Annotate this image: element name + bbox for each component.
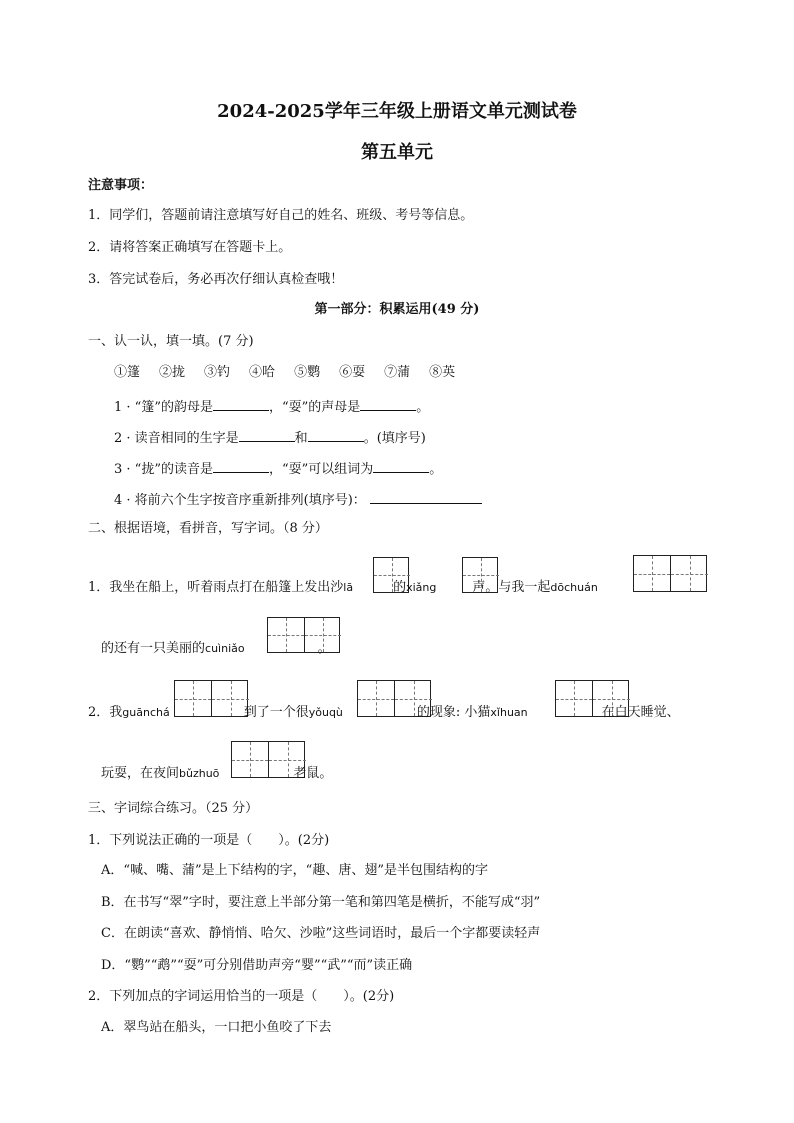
- notice-item-1: 1．同学们，答题前请注意填写好自己的姓名、班级、考号等信息。: [88, 208, 474, 223]
- q3-sub1-option-d: D．“鹦”“鹉”“耍”可分别借助声旁“婴”“武”“而”读正确: [101, 958, 413, 973]
- q1-char: ③钓: [204, 365, 231, 380]
- pinyin: cuìniǎo: [205, 642, 245, 655]
- answer-blank[interactable]: [370, 489, 482, 504]
- q1-char-list: [114, 364, 474, 382]
- answer-blank[interactable]: [360, 396, 416, 411]
- q1-char: ①篷: [114, 365, 141, 380]
- answer-blank[interactable]: [213, 396, 269, 411]
- q1-char: ②拢: [159, 365, 186, 380]
- q1-char: ⑤鹦: [294, 365, 321, 380]
- answer-blank[interactable]: [308, 427, 364, 442]
- q1-sub4: 4 · 将前六个生字按音序重新排列(填序号)：: [114, 489, 482, 510]
- q3-sub2: 2．下列加点的字词运用恰当的一项是（ ）。(2分): [88, 989, 395, 1004]
- q3-sub1-option-a: A．“喊、嘴、蒲”是上下结构的字，“趣、唐、翅”是半包围结构的字: [101, 863, 488, 878]
- q3-heading: 三、字词综合练习。（25 分）: [88, 801, 259, 816]
- pinyin: lā: [343, 581, 354, 594]
- answer-blank[interactable]: [239, 427, 295, 442]
- answer-blank[interactable]: [213, 458, 269, 473]
- q1-sub1: 1 · “篷”的韵母是 ，“耍”的声母是 。: [114, 396, 429, 417]
- pinyin: xiǎng: [406, 581, 437, 594]
- q2-sentence-1-cont: 的还有一只美丽的cuìniǎo 。: [101, 641, 331, 656]
- q1-heading: 一、认一认，填一填。(7 分): [88, 334, 254, 349]
- q2-sentence-2-cont: 玩耍，在夜间bǔzhuō 老鼠。: [101, 766, 333, 781]
- q1-char: ⑥耍: [339, 365, 366, 380]
- pinyin: yǒuqù: [308, 706, 343, 719]
- pinyin: xǐhuan: [490, 706, 528, 719]
- q3-sub1-option-c: C．在朗读“喜欢、静悄悄、哈欠、沙啦”这些词语时，最后一个字都要读轻声: [101, 926, 541, 941]
- q1-char: ⑧英: [429, 365, 456, 380]
- q1-sub3: 3 · “拢”的读音是 ，“耍”可以组词为 。: [114, 458, 442, 479]
- q3-sub1-option-b: B．在书写“翠”字时，要注意上半部分第一笔和第四笔是横折，不能写成“羽”: [101, 895, 541, 910]
- exam-title: 2024-2025学年三年级上册语文单元测试卷: [217, 101, 577, 122]
- q1-sub2: 2 · 读音相同的生字是 和 。(填序号): [114, 427, 426, 448]
- pinyin: guānchá: [122, 706, 170, 719]
- pinyin: bǔzhuō: [179, 767, 220, 780]
- notice-item-2: 2．请将答案正确填写在答题卡上。: [88, 240, 292, 255]
- q2-sentence-2: 2．我guānchá 到了一个很yǒuqù 的现象: 小猫xǐhuan 在白天睡觉、: [88, 705, 680, 720]
- pinyin: dōchuán: [550, 581, 598, 594]
- q3-sub2-option-a: A．翠鸟站在船头，一口把小鱼咬了下去: [101, 1020, 332, 1035]
- answer-blank[interactable]: [373, 458, 429, 473]
- part1-heading: 第一部分：积累运用(49 分): [314, 302, 480, 317]
- notice-item-3: 3．答完试卷后，务必再次仔细认真检查哦！: [88, 272, 344, 287]
- q2-sentence-1: 1．我坐在船上，听着雨点打在船篷上发出沙lā 的xiǎng 声。与我一起dōchuán: [88, 580, 598, 595]
- q2-heading: 二、根据语境，看拼音，写字词。（8 分）: [88, 521, 328, 536]
- writing-grid-dachuan[interactable]: [633, 555, 707, 592]
- q1-char: ⑦蒲: [384, 365, 411, 380]
- notice-heading: 注意事项：: [88, 178, 154, 193]
- q1-char: ④哈: [249, 365, 276, 380]
- q3-sub1: 1．下列说法正确的一项是（ ）。(2分): [88, 833, 330, 848]
- unit-subtitle: 第五单元: [361, 142, 433, 163]
